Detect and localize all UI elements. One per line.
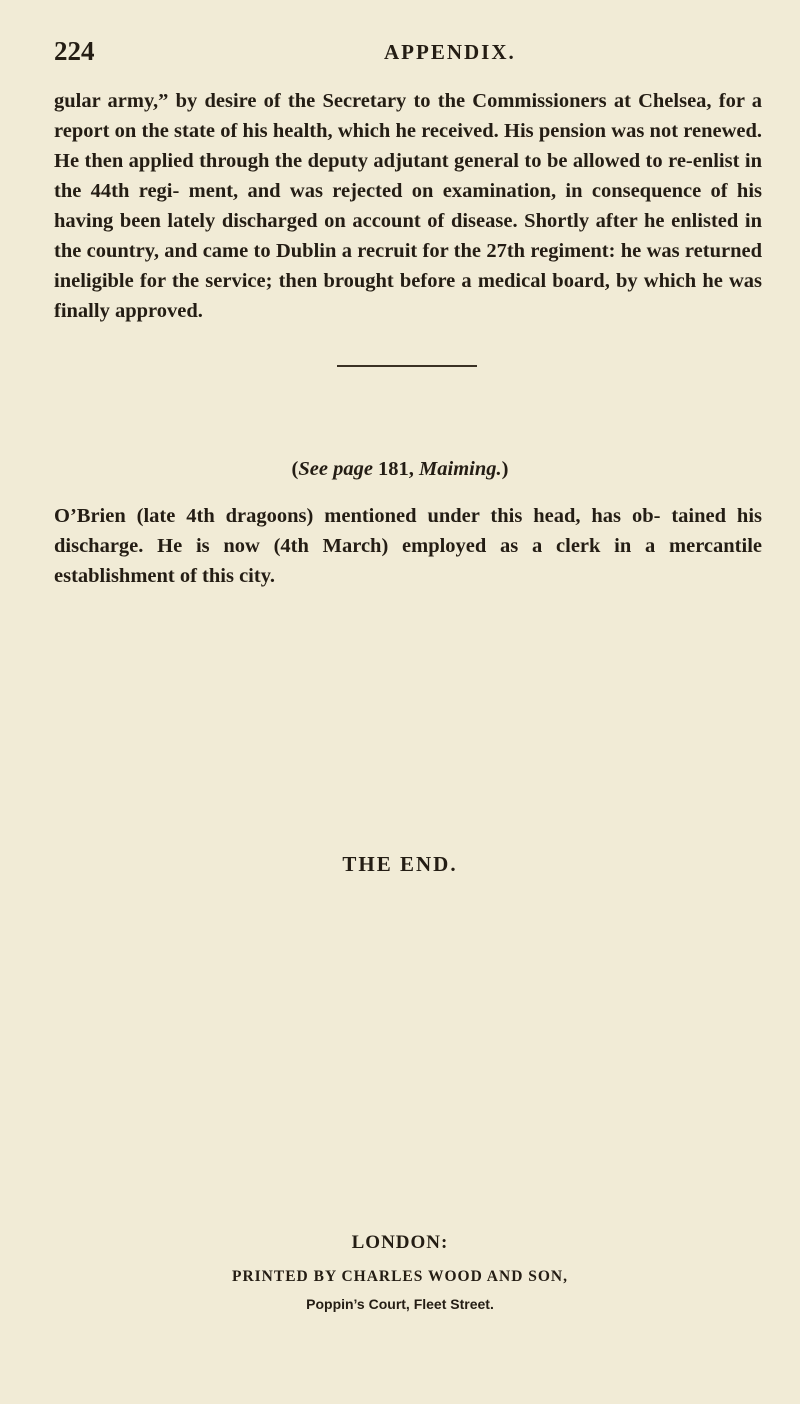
the-end-heading: THE END.	[342, 852, 458, 876]
imprint-printer: PRINTED BY CHARLES WOOD AND SON,	[231, 1268, 569, 1285]
ref-open-paren: (	[291, 458, 299, 480]
cross-reference	[0, 458, 800, 481]
page-header	[54, 36, 760, 70]
ref-close-paren: )	[501, 458, 509, 480]
page-number: 224	[54, 36, 95, 66]
paragraph-recruit-history: gular army,” by desire of the Secretary to the Commissioners at Chelsea, for a report on the state of his health, which he received. His pension was not renewed. He then applied through the deputy adjutant general to be allowed to re-enlist in the 44th regi- ment, and was rejected on examination, in consequence of his having been lately discharged on account of disease. Shortly after he enlisted in the country, and came to Dublin a recruit for the 27th regiment: he was returned ineligible for the service; then brought before a medical board, by which he was finally approved.	[54, 90, 762, 322]
running-head: APPENDIX.	[384, 40, 516, 64]
ref-page-number: 181,	[378, 458, 414, 480]
imprint-address: Poppin’s Court, Fleet Street.	[306, 1296, 494, 1312]
ref-topic: Maiming.	[419, 458, 502, 480]
imprint-city: LONDON:	[351, 1232, 449, 1253]
paragraph-obrien: O’Brien (late 4th dragoons) mentioned under this head, has ob- tained his discharge. He is now (4th March) employed as a clerk in a mercantile establishment of this city.	[54, 505, 762, 587]
ref-see-page: See page	[298, 458, 373, 480]
section-divider	[337, 365, 477, 367]
